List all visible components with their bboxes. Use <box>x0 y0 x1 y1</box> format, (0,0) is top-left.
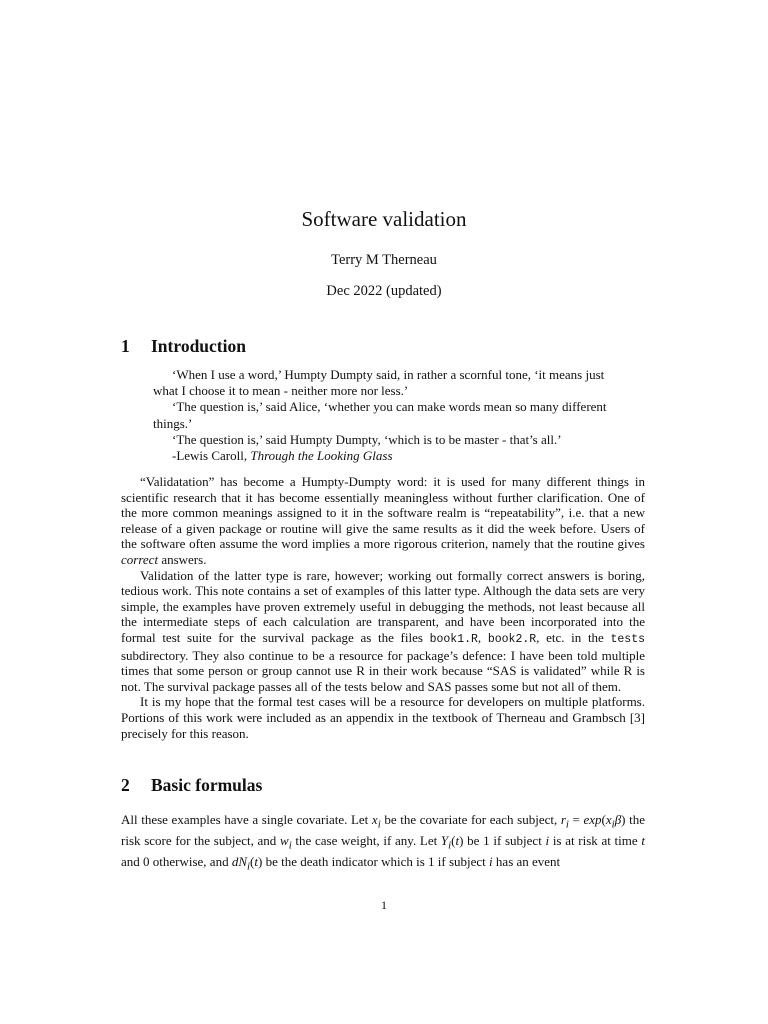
text-run: , <box>477 629 488 645</box>
epigraph-quote <box>153 367 615 464</box>
quote-line: ‘The question is,’ said Alice, ‘whether you can make words mean so many different things.’ <box>153 399 607 431</box>
text-run: subdirectory. They also continue to be a resource for package’s defence: I have been told multiple times that some person or group cannot use R in their work because “SAS is validated” while R is not. The survival package passes all of the tests below and SAS passes some but not all of them. <box>121 647 645 694</box>
paragraph <box>121 812 645 876</box>
paragraph <box>121 568 645 695</box>
filename-book2: book2.R <box>487 632 537 646</box>
text-run: “Validatation” has become a Humpty-Dumpty word: it is used for many different things in scientific research that it has become essentially meaningless without further clarification. One of the more common meanings assigned to it in the software realm is “repeatability”, i.e. that a new release of a given package or routine will give the same results as it did the week before. Users of the software often assume the word implies a more rigorous criterion, namely that the routine gives <box>121 474 645 552</box>
math-symbol: x <box>371 812 378 827</box>
math-subscript: i <box>448 839 452 852</box>
math-subscript: i <box>247 860 251 873</box>
math-subscript: i <box>565 818 569 831</box>
math-symbol: dN <box>231 854 248 870</box>
section-number: 1 <box>121 336 130 356</box>
math-symbol: x <box>605 812 612 827</box>
math-symbol: w <box>280 833 289 849</box>
section-heading-introduction <box>121 336 246 357</box>
math-symbol: Y <box>440 833 449 849</box>
section-title: Basic formulas <box>151 775 263 795</box>
text-run: ( <box>451 833 456 849</box>
math-symbol: exp <box>583 812 602 827</box>
section-number: 2 <box>121 775 130 795</box>
paragraph <box>121 474 645 568</box>
quote-line: ‘When I use a word,’ Humpty Dumpty said, in rather a scornful tone, ‘it means just what I choose it to mean - neither more nor less.’ <box>153 367 605 399</box>
quote-attribution <box>153 448 615 464</box>
text-run: ( <box>601 812 606 827</box>
text-run: and 0 otherwise, and <box>121 854 232 870</box>
text-run: , etc. in the <box>536 629 611 645</box>
text-run: ) be the death indicator which is 1 if subject <box>258 854 490 870</box>
math-subscript: i <box>611 818 615 831</box>
attribution-author: -Lewis Caroll, <box>172 448 251 464</box>
math-symbol: r <box>560 812 566 827</box>
text-run: All these examples have a single covariate. Let <box>121 812 372 827</box>
basic-formulas-body <box>121 812 645 876</box>
paragraph: It is my hope that the formal test cases will be a resource for developers on multiple platforms. Portions of this work were included as an appendix in the textbook of Therneau and Grambsch [3] precisely for this reason. <box>121 694 645 741</box>
text-run: ) the risk score for the subject, and <box>121 812 645 849</box>
math-symbol: i <box>545 833 550 849</box>
math-symbol: i <box>489 854 493 870</box>
document-author: Terry M Therneau <box>331 252 437 268</box>
text-run: has an event <box>492 854 561 870</box>
math-subscript: i <box>288 839 292 852</box>
page-number: 1 <box>381 898 387 912</box>
math-symbol: t <box>641 833 645 849</box>
text-run: ) be 1 if subject <box>459 833 546 849</box>
text-run: answers. <box>158 551 207 567</box>
section-heading-basic-formulas <box>121 775 262 796</box>
introduction-body <box>121 474 645 741</box>
quote-line: ‘The question is,’ said Humpty Dumpty, ‘which is to be master - that’s all.’ <box>172 431 562 447</box>
text-run: be the covariate for each subject, <box>380 812 561 827</box>
math-subscript: i <box>377 818 381 831</box>
text-run: Validation of the latter type is rare, however; working out formally correct answers is boring, tedious work. This note contains a set of examples of this latter type. Although the data sets are very simple, the examples have proven extremely useful in debugging the methods, not least because all the intermediate steps of each calculation are transparent, and have been incorporated into the formal test suite for the survival package as the files <box>121 567 645 645</box>
directory-tests: tests <box>610 632 646 646</box>
text-run: = <box>568 812 584 827</box>
emphasis-text: correct <box>121 551 159 567</box>
math-symbol: β <box>614 812 622 827</box>
filename-book1: book1.R <box>429 632 478 646</box>
document-title: Software validation <box>301 207 467 231</box>
section-title: Introduction <box>151 336 246 356</box>
text-run: is at risk at time <box>549 833 642 849</box>
math-symbol: t <box>254 854 258 870</box>
attribution-work: Through the Looking Glass <box>250 448 393 464</box>
math-symbol: t <box>455 833 460 849</box>
document-date: Dec 2022 (updated) <box>326 283 442 299</box>
text-run: the case weight, if any. Let <box>291 833 441 849</box>
text-run: ( <box>250 854 255 870</box>
